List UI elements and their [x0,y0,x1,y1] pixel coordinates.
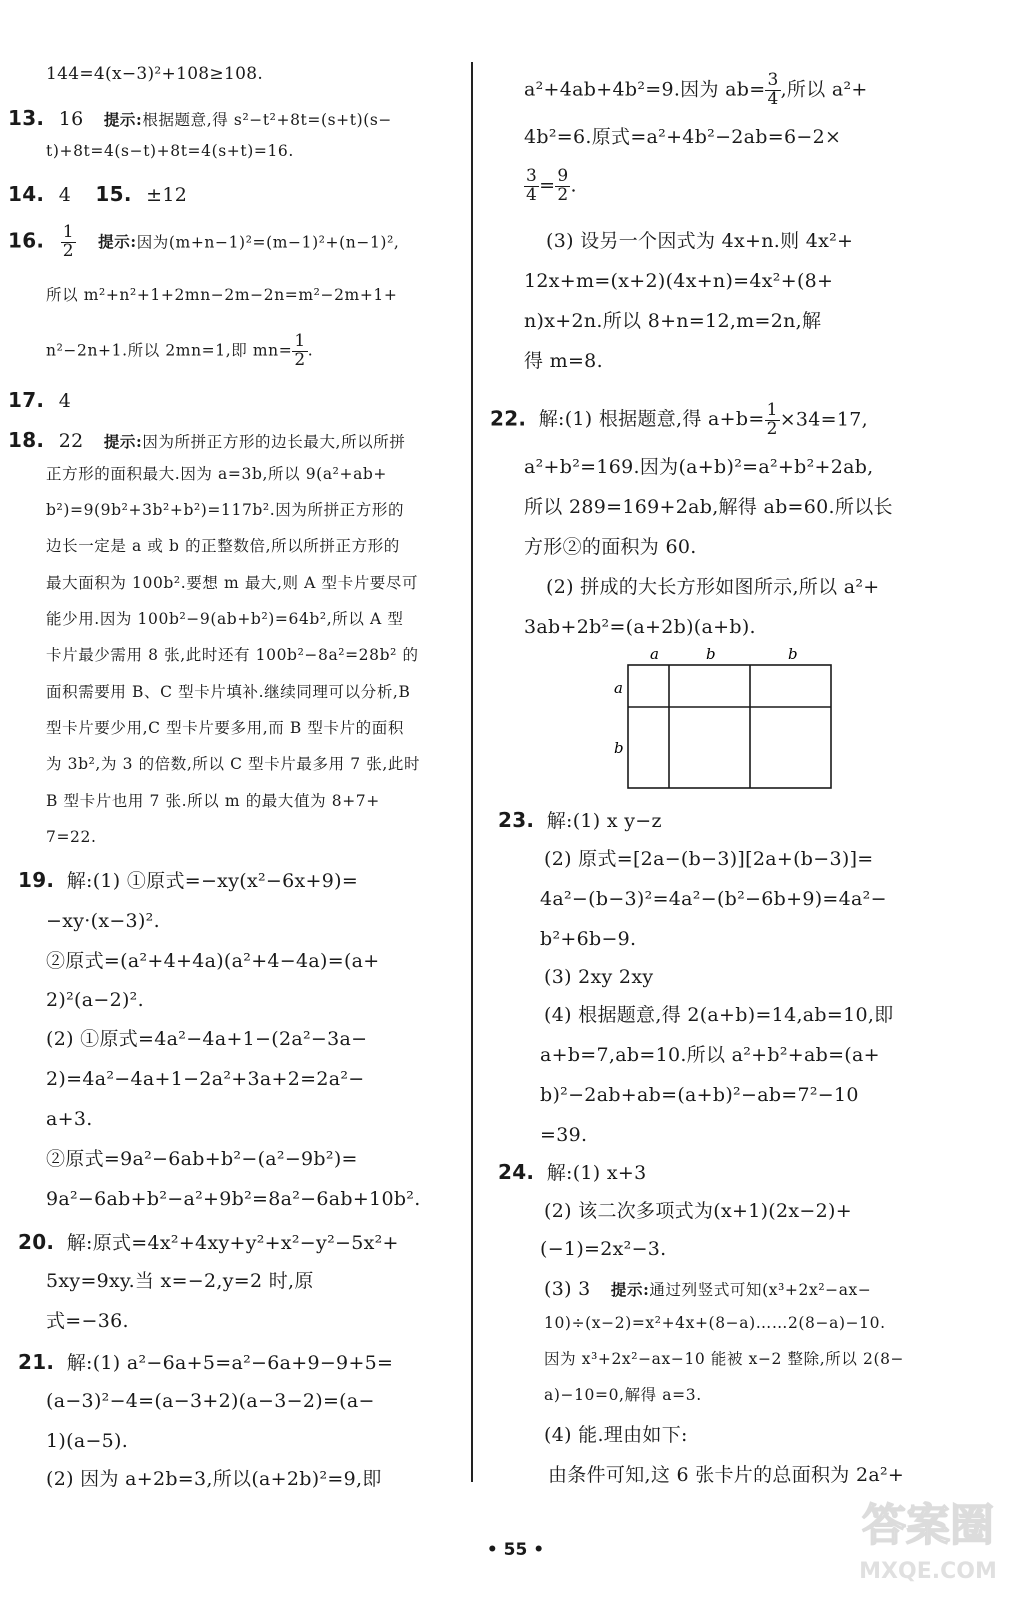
solution-line: $\frac{3}{4}$ = $\frac{9}{2}$ . [526,166,577,205]
hint-text: 型卡片要少用,C 型卡片要多用,而 B 型卡片的面积 [46,719,404,737]
watermark-logo [838,1488,1018,1588]
fraction: $\frac{3}{4}$ [526,166,538,205]
hint-text: 面积需要用 B、C 型卡片填补.继续同理可以分析,B [46,683,411,701]
diagram-label-b: b [706,645,716,663]
outer-rectangle [628,665,831,788]
solution-line: (3) 2xy 2xy [544,966,654,988]
hint-text: 因为所拼正方形的边长最大,所以所拼 [142,433,406,451]
question-13 [8,108,392,129]
solution-line: (2) 该二次多项式为(x+1)(2x−2)+ [544,1200,852,1222]
hint-text: 所以 m²+n²+1+2mn−2m−2n=m²−2m+1+ [46,286,398,304]
question-18 [8,430,405,451]
question-number: 15. [95,182,132,206]
fraction: $\frac{1}{2}$ [294,331,306,370]
solution-line: 2)²(a−2)². [46,989,144,1011]
fraction: $\frac{9}{2}$ [557,166,569,205]
hint-text: B 型卡片也用 7 张.所以 m 的最大值为 8+7+ [46,792,380,810]
solution-line: =39. [540,1124,588,1146]
hint-text: 10)÷(x−2)=x²+4x+(8−a)……2(8−a)−10. [544,1314,886,1332]
solution-line: 得 m=8. [524,350,603,372]
solution-line: 4a²−(b−3)²=4a²−(b²−6b+9)=4a²− [540,888,887,910]
question-number: 16. [8,228,45,253]
hint-text: 根据题意,得 s²−t²+8t=(s+t)(s− [142,111,393,129]
diagram-label-a: a [614,679,623,697]
question-number: 13. [8,106,45,130]
question-number: 14. [8,182,45,206]
hint-text: 卡片最少需用 8 张,此时还有 100b²−8a²=28b² 的 [46,646,419,664]
question-22: 22. 解:(1) 根据题意,得 a+b= $\frac{1}{2}$ ×34=17, [490,400,869,439]
hint-label: 提示: [98,232,137,252]
hint-text: t)+8t=4(s−t)+8t=4(s+t)=16. [46,142,294,160]
solution-line: 式=−36. [46,1310,129,1332]
rectangle-diagram [598,645,838,793]
hint-label: 提示: [103,432,143,451]
question-21 [18,1352,393,1373]
question-19 [18,870,358,891]
question-number: 23. [498,808,535,832]
solution-line: 2)=4a²−4a+1−2a²+3a+2=2a²− [46,1068,365,1090]
hint-text: 能少用.因为 100b²−9(ab+b²)=64b²,所以 A 型 [46,610,404,628]
question-number: 17. [8,388,45,412]
solution-line: a+3. [46,1108,93,1130]
solution-line: (3) 3 提示:通过列竖式可知(x³+2x²−ax− [544,1278,872,1300]
hint-text: 边长一定是 a 或 b 的正整数倍,所以所拼正方形的 [46,537,400,555]
solution-line: ②原式=(a²+4+4a)(a²+4−4a)=(a+ [46,950,380,972]
solution-line: 所以 289=169+2ab,解得 ab=60.所以长 [524,496,893,518]
hint-text: n²−2n+1.所以 2mn=1,即 mn= $\frac{1}{2}$ . [46,331,314,370]
solution-line: 方形②的面积为 60. [524,536,697,558]
hint-label: 提示: [103,110,143,129]
solution-line: b)²−2ab+ab=(a+b)²−ab=7²−10 [540,1084,859,1106]
question-16 [8,224,399,261]
diagram-label-b: b [788,645,798,663]
question-number: 21. [18,1350,55,1374]
solution-line: 12x+m=(x+2)(4x+n)=4x²+(8+ [524,270,834,292]
question-23: 23. 解:(1) x y−z [498,808,662,832]
solution-line: (4) 能.理由如下: [544,1424,688,1446]
solution-line: 解:(1) ①原式=−xy(x²−6x+9)= [66,870,359,892]
solution-line: (−1)=2x²−3. [540,1238,667,1260]
svg-text:答案圈: 答案圈 [862,1500,994,1551]
hint-text: 为 3b²,为 3 的倍数,所以 C 型卡片最多用 7 张,此时 [46,755,421,773]
diagram-label-a: a [650,645,659,663]
question-number: 24. [498,1160,535,1184]
solution-line: 由条件可知,这 6 张卡片的总面积为 2a²+ [548,1464,905,1486]
solution-line: (3) 设另一个因式为 4x+n.则 4x²+ [546,230,854,252]
question-17 [8,390,71,411]
hint-text: 因为(m+n−1)²=(m−1)²+(n−1)², [136,233,400,252]
hint-text: 7=22. [46,828,97,846]
answer-value: 16 [58,108,84,130]
solution-line: 1)(a−5). [46,1430,129,1452]
solution-line: a+b=7,ab=10.所以 a²+b²+ab=(a+ [540,1044,880,1066]
solution-line: 9a²−6ab+b²−a²+9b²=8a²−6ab+10b². [46,1188,421,1210]
answer-value: ±12 [146,184,188,206]
answer-value: 22 [58,430,84,452]
question-number: 18. [8,428,45,452]
fraction: $\frac{1}{2}$ [766,400,778,439]
hint-text: 通过列竖式可知(x³+2x²−ax− [649,1281,872,1299]
svg-text:MXQE.COM: MXQE.COM [859,1559,997,1584]
solution-line: 解:(1) a²−6a+5=a²−6a+9−9+5= [66,1352,394,1374]
question-20 [18,1232,399,1253]
solution-line: (2) 拼成的大长方形如图所示,所以 a²+ [546,576,880,598]
column-divider [471,62,473,1482]
solution-line: n)x+2n.所以 8+n=12,m=2n,解 [524,310,822,332]
solution-line: a²+4ab+4b²=9.因为 ab= $\frac{3}{4}$ ,所以 a²+ [524,70,868,109]
solution-line: (2) ①原式=4a²−4a+1−(2a²−3a− [46,1028,368,1050]
fraction: $\frac{3}{4}$ [767,70,779,109]
hint-text: a)−10=0,解得 a=3. [544,1386,702,1404]
hint-text: 最大面积为 100b².要想 m 最大,则 A 型卡片要尽可 [46,574,419,592]
answer-value: 4 [58,184,72,206]
diagram-label-b: b [614,739,624,757]
solution-line: −xy·(x−3)². [46,910,160,932]
answer-line: 144=4(x−3)²+108≥108. [46,64,264,84]
solution-line: 5xy=9xy.当 x=−2,y=2 时,原 [46,1270,314,1292]
solution-line: 4b²=6.原式=a²+4b²−2ab=6−2× [524,126,842,148]
hint-text: 因为 x³+2x²−ax−10 能被 x−2 整除,所以 2(8− [544,1350,905,1368]
solution-line: b²+6b−9. [540,928,637,950]
solution-line: (2) 原式=[2a−(b−3)][2a+(b−3)]= [544,848,874,870]
question-number: 19. [18,868,55,892]
hint-label: 提示: [610,1280,650,1299]
hint-text: b²)=9(9b²+3b²+b²)=117b².因为所拼正方形的 [46,501,405,519]
solution-line: (4) 根据题意,得 2(a+b)=14,ab=10,即 [544,1004,894,1026]
page-number: • 55 • [486,1540,545,1560]
solution-line: 3ab+2b²=(a+2b)(a+b). [524,616,756,638]
question-24: 24. 解:(1) x+3 [498,1160,647,1184]
question-number: 20. [18,1230,55,1254]
solution-line: (2) 因为 a+2b=3,所以(a+2b)²=9,即 [46,1468,382,1490]
hint-text: 正方形的面积最大.因为 a=3b,所以 9(a²+ab+ [46,465,388,483]
solution-line: (a−3)²−4=(a−3+2)(a−3−2)=(a− [46,1390,375,1412]
solution-line: 解:原式=4x²+4xy+y²+x²−y²−5x²+ [66,1232,399,1254]
question-number: 22. [490,406,527,431]
solution-line: a²+b²=169.因为(a+b)²=a²+b²+2ab, [524,456,874,478]
fraction: $\frac{1}{2}$ [62,222,74,261]
question-14-15 [8,184,187,205]
answer-value: 4 [58,390,72,412]
solution-line: ②原式=9a²−6ab+b²−(a²−9b²)= [46,1148,358,1170]
